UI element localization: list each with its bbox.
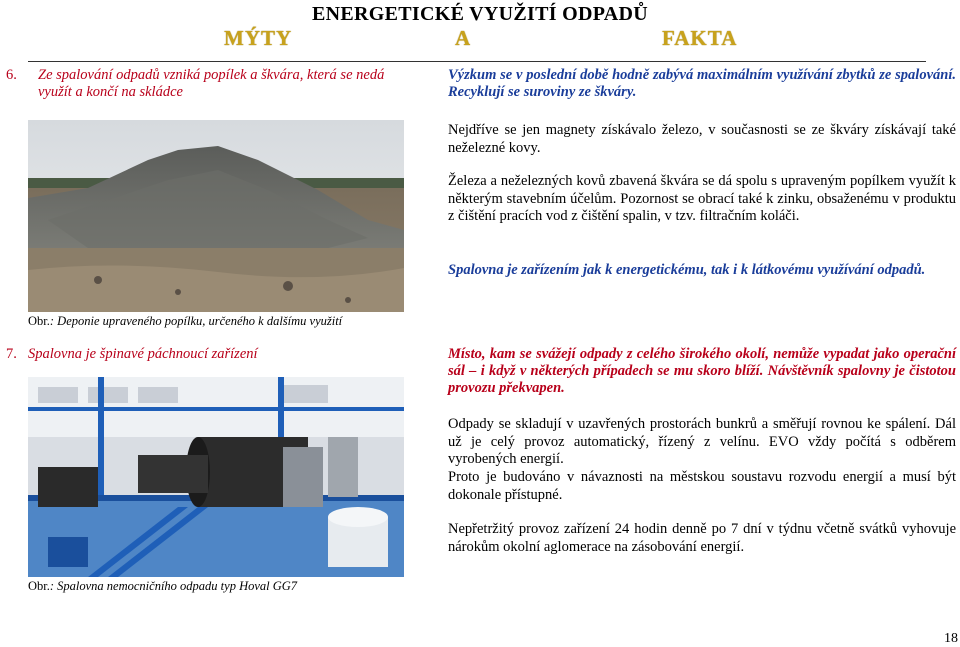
page-number: 18 — [944, 631, 958, 646]
item-7-caption-label: Obr. — [28, 579, 50, 593]
item-6-para-2: Železa a neželezných kovů zbavená škvára se dá spolu s upraveným popílkem využít k některým stavebním účelům. Pozornost se obrací také k zinku, obsaženému v produktu z čištění pracích vod z čištění spalin, v tzv. filtračním koláči. — [448, 173, 956, 224]
header-fakta: FAKTA — [662, 26, 738, 50]
item-6-caption-label: Obr. — [28, 314, 50, 328]
item-7-number: 7. — [6, 346, 17, 362]
item-6-myth: Ze spalování odpadů vzniká popílek a škvára, která se nedá využít a končí na skládce — [38, 67, 385, 100]
item-6-para-3: Spalovna je zařízením jak k energetickému, tak i k látkovému využívání odpadů. — [448, 262, 926, 278]
incinerator-image — [28, 377, 404, 577]
item-6-para-1: Nejdříve se jen magnety získávalo železo, v současnosti se ze škváry získávají také neželezné kovy. — [448, 122, 956, 156]
page-title: ENERGETICKÉ VYUŽITÍ ODPADŮ — [311, 3, 648, 25]
item-6-number: 6. — [6, 67, 17, 83]
item-6-caption — [28, 314, 342, 329]
item-7-para-2: Proto je budováno v návaznosti na městskou soustavu rozvodu energií a musí být dokonale přístupné. — [448, 469, 956, 503]
item-7-myth: Spalovna je špinavé páchnoucí zařízení — [28, 346, 258, 362]
item-7-para-3: Nepřetržitý provoz zařízení 24 hodin denně po 7 dní v týdnu včetně svátků vyhovuje nárokům okolní aglomerace na zásobování energií. — [448, 521, 956, 555]
incinerator-photo — [28, 377, 404, 577]
item-7-caption — [28, 579, 297, 594]
item-7-fact-intro: Místo, kam se svážejí odpady z celého širokého okolí, nemůže vypadat jako operační sál – i když v některých případech se mu skoro blíží. Návštěvník spalovny je čistotou provozu překvapen. — [448, 346, 956, 396]
item-7-para-1: Odpady se skladují v uzavřených prostorách bunkrů a směřují rovnou ke spálení. Dál už je celý provoz automatický, řízený z velínu. EVO vždy počítá s odběrem vyrobených energií. — [448, 416, 956, 467]
item-6-caption-text: : Deponie upraveného popílku, určeného k dalšímu využití — [49, 314, 343, 328]
ash-pile-image — [28, 120, 404, 312]
header-myty: MÝTY — [224, 26, 293, 50]
ash-pile-photo — [28, 120, 404, 312]
header-a: A — [455, 26, 472, 50]
item-6-fact-intro: Výzkum se v poslední době hodně zabývá maximálním využívání zbytků ze spalování. Recyklují se suroviny ze škváry. — [448, 67, 956, 100]
item-7-caption-text: : Spalovna nemocničního odpadu typ Hoval GG7 — [49, 579, 298, 593]
header-divider — [28, 61, 926, 62]
